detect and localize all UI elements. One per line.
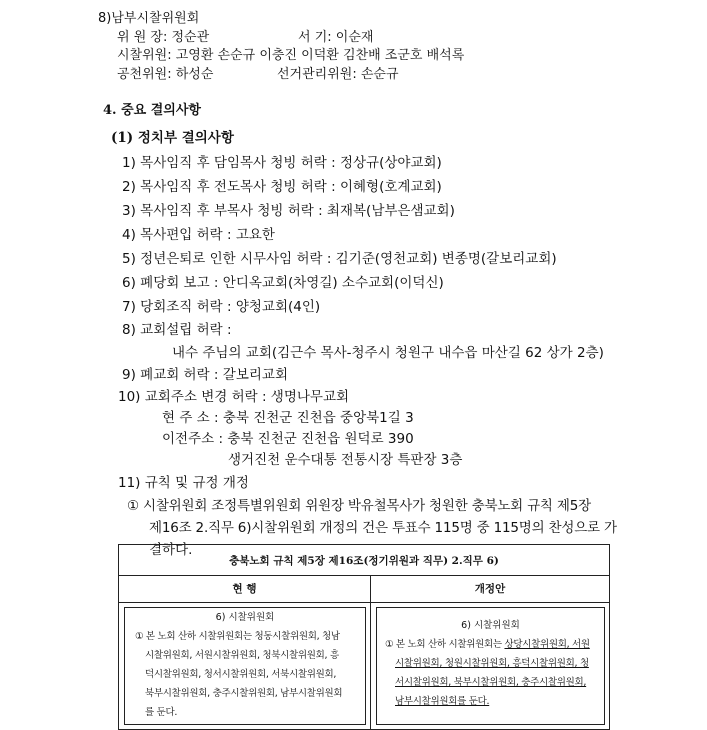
column-header-current: 현 행: [232, 583, 257, 595]
revised-line: ① 본 노회 산하 시찰위원회는 상당시찰위원회, 서원: [385, 639, 590, 650]
committee-heading: 8)남부시찰위원회: [98, 11, 200, 26]
current-line: 북부시찰위원회, 충주시찰위원회, 남부시찰위원회: [145, 688, 343, 699]
column-header-revised: 개정안: [474, 583, 506, 595]
resolution-item-8-detail: 내수 주님의 교회(김근수 목사-청주시 청원구 내수읍 마산길 62 상가 2층): [172, 345, 604, 361]
resolution-item-7: 7) 당회조직 허락 : 양청교회(4인): [122, 299, 321, 315]
address-new-detail: 생거진천 운수대통 전통시장 특판장 3층: [228, 452, 463, 468]
committee-members: 시찰위원: 고영환 손순규 이충진 이덕환 김찬배 조군호 배석록: [117, 48, 465, 63]
revised-sub-heading: 6) 시찰위원회: [461, 620, 520, 631]
current-line: 시찰위원회, 서원시찰위원회, 청북시찰위원회, 흥: [145, 650, 339, 661]
resolution-item-9: 9) 폐교회 허락 : 갈보리교회: [122, 367, 288, 383]
resolution-item-2: 2) 목사임직 후 전도목사 청빙 허락 : 이혜형(호계교회): [122, 179, 442, 195]
resolution-item-1: 1) 목사임직 후 담임목사 청빙 허락 : 정상규(상야교회): [122, 155, 442, 171]
resolution-item-8: 8) 교회설립 허락 :: [122, 322, 232, 338]
address-current: 현 주 소 : 충북 진천군 진천읍 중앙북1길 3: [162, 410, 414, 426]
table-title: 충북노회 규칙 제5장 제16조(정기위원과 직무) 2.직무 6): [229, 554, 499, 567]
comparison-table: [118, 544, 610, 730]
item-11-detail-line-1: ① 시찰위원회 조정특별위원회 위원장 박유철목사가 청원한 충북노회 규칙 제5장: [127, 498, 591, 514]
revised-line: 시찰위원회, 청원시찰위원회, 흥덕시찰위원회, 청: [395, 658, 589, 669]
current-line: 덕시찰위원회, 청서시찰위원회, 서북시찰위원회,: [145, 669, 337, 680]
table-header-row: [119, 575, 609, 603]
committee-chair: 위 원 장: 정순관: [117, 30, 210, 45]
current-sub-heading: 6) 시찰위원회: [215, 612, 275, 623]
committee-auditor: 공천위원: 하성순: [117, 67, 214, 82]
resolution-item-5: 5) 정년은퇴로 인한 시무사임 허락 : 김기준(영천교회) 변종명(갈보리교회): [122, 251, 557, 267]
revised-text-box: [376, 607, 605, 725]
column-divider: [370, 575, 371, 729]
resolution-item-10: 10) 교회주소 변경 허락 : 생명나무교회: [118, 389, 350, 405]
resolution-item-6: 6) 폐당회 보고 : 안디옥교회(차영길) 소수교회(이덕신): [122, 275, 444, 291]
current-text-box: [124, 607, 366, 725]
item-11-detail-line-3: 결하다.: [149, 542, 193, 558]
committee-secretary: 서 기: 이순재: [298, 30, 374, 45]
current-line: 를 둔다.: [145, 707, 178, 718]
revised-line: 서시찰위원회, 북부시찰위원회, 충주시찰위원회,: [395, 677, 587, 688]
table-title-row: [119, 545, 609, 576]
address-new: 이전주소 : 충북 진천군 진천읍 원덕로 390: [162, 431, 414, 447]
resolution-item-11: 11) 규칙 및 규정 개정: [118, 475, 249, 491]
revised-line: 남부시찰위원회를 둔다.: [395, 696, 490, 707]
resolution-item-4: 4) 목사편입 허락 : 고요한: [122, 227, 275, 243]
current-line: ① 본 노회 산하 시찰위원회는 청동시찰위원회, 청남: [135, 631, 340, 642]
committee-election: 선거관리위원: 손순규: [277, 67, 399, 82]
section-heading: 4. 중요 결의사항: [103, 103, 201, 118]
resolution-item-3: 3) 목사임직 후 부목사 청빙 허락 : 최재복(남부은샘교회): [122, 203, 455, 219]
item-11-detail-line-2: 제16조 2.직무 6)시찰위원회 개정의 건은 투표수 115명 중 115명의 찬성으로 가: [149, 520, 617, 536]
sub-section-heading: (1) 정치부 결의사항: [111, 130, 234, 146]
